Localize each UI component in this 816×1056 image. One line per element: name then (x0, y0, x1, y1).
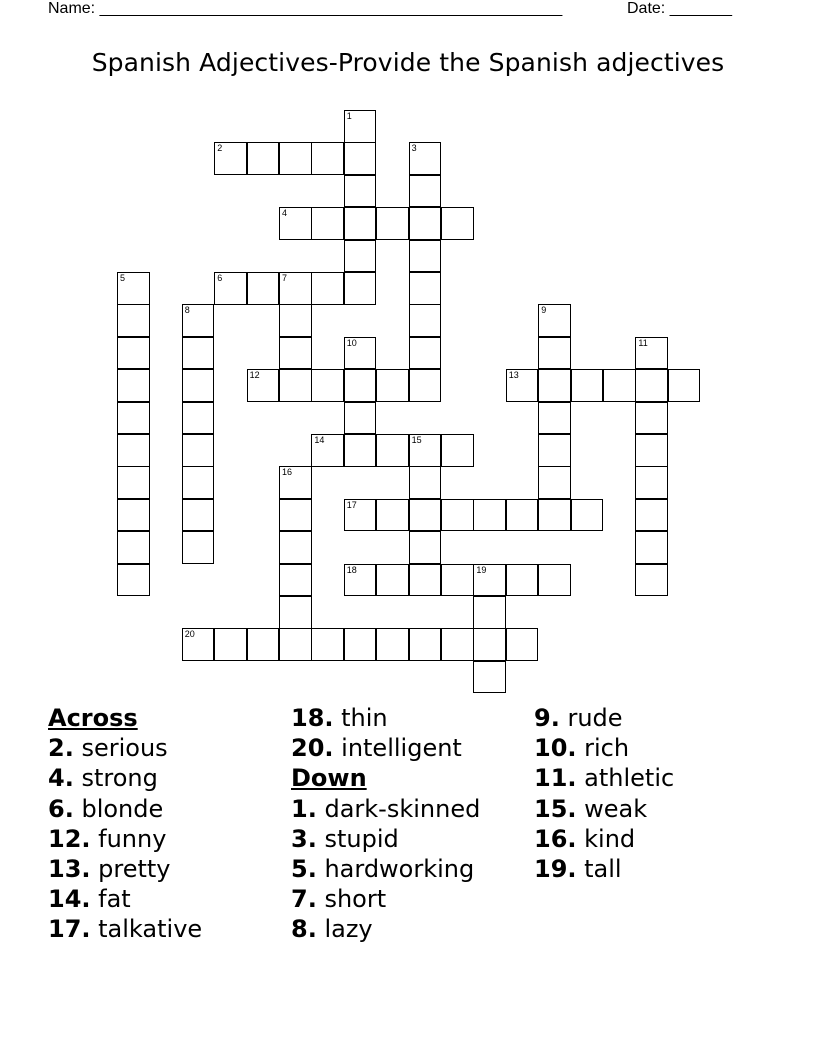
clue-number: 14. (48, 885, 91, 914)
crossword-cell[interactable] (538, 434, 571, 467)
cell-number: 9 (541, 305, 547, 316)
crossword-cell[interactable] (668, 369, 701, 402)
crossword-cell[interactable] (635, 369, 668, 402)
crossword-cell[interactable] (117, 466, 150, 499)
cell-number: 11 (638, 337, 648, 348)
cell-number: 20 (184, 629, 195, 640)
crossword-cell[interactable] (344, 337, 377, 370)
across-clue-list (48, 733, 202, 944)
clue-item (48, 854, 202, 884)
crossword-cell[interactable] (473, 628, 506, 661)
clue-number: 17. (48, 915, 91, 944)
down-clue-list (291, 794, 480, 945)
cell-number: 12 (249, 370, 260, 381)
clue-text: tall (576, 855, 622, 884)
clue-number: 12. (48, 824, 91, 853)
crossword-cell[interactable] (182, 304, 215, 337)
crossword-cell[interactable] (473, 661, 506, 694)
clues-column-1 (48, 703, 202, 945)
crossword-cell[interactable] (279, 337, 312, 370)
crossword-cell[interactable] (117, 337, 150, 370)
clue-text: athletic (576, 764, 675, 793)
clue-item (534, 733, 674, 763)
clues-column-3 (534, 703, 674, 884)
crossword-cell[interactable] (311, 434, 344, 467)
clue-number: 20. (291, 734, 334, 763)
crossword-cell[interactable] (182, 499, 215, 532)
cell-number: 1 (346, 111, 352, 121)
crossword-cell[interactable] (279, 142, 312, 175)
clues-column-2 (291, 703, 480, 945)
crossword-cell[interactable] (376, 434, 409, 467)
clue-text: weak (576, 794, 648, 823)
clue-text: fat (90, 885, 131, 914)
clue-item (291, 703, 480, 733)
clue-item (291, 824, 480, 854)
crossword-cell[interactable] (538, 337, 571, 370)
crossword-cell[interactable] (344, 564, 377, 597)
crossword-cell[interactable] (409, 369, 442, 402)
crossword-cell[interactable] (182, 466, 215, 499)
clue-number: 8. (291, 915, 317, 944)
clue-item (534, 854, 674, 884)
clue-text: intelligent (333, 734, 462, 763)
crossword-cell[interactable] (182, 434, 215, 467)
crossword-cell[interactable] (506, 628, 539, 661)
crossword-cell[interactable] (344, 142, 377, 175)
crossword-cell[interactable] (571, 499, 604, 532)
cell-number: 13 (508, 370, 519, 381)
cell-number: 16 (282, 467, 293, 478)
crossword-cell[interactable] (538, 304, 571, 337)
across-heading: Across (48, 704, 138, 732)
crossword-cell[interactable] (441, 628, 474, 661)
clue-number: 1. (291, 794, 317, 823)
crossword-cell[interactable] (635, 434, 668, 467)
clue-number: 6. (48, 794, 74, 823)
crossword-cell[interactable] (279, 531, 312, 564)
crossword-cell[interactable] (441, 434, 474, 467)
crossword-cell[interactable] (409, 240, 442, 273)
clue-number: 2. (48, 734, 74, 763)
clue-item (534, 794, 674, 824)
across-clue-list-continued (291, 703, 480, 763)
cell-number: 18 (346, 564, 357, 575)
crossword-cell[interactable] (311, 369, 344, 402)
clue-number: 5. (291, 855, 317, 884)
crossword-cell[interactable] (409, 207, 442, 240)
crossword-cell[interactable] (409, 466, 442, 499)
cell-number: 17 (346, 499, 357, 510)
crossword-cell[interactable] (635, 531, 668, 564)
name-field-label: Name: ____________________________________________________ (48, 0, 563, 17)
clue-item (534, 824, 674, 854)
crossword-cell[interactable] (376, 628, 409, 661)
clue-number: 7. (291, 885, 317, 914)
clue-item (48, 794, 202, 824)
crossword-cell[interactable] (376, 499, 409, 532)
crossword-cell[interactable] (279, 369, 312, 402)
clue-number: 10. (534, 734, 577, 763)
clue-text: talkative (90, 915, 203, 944)
clue-item (48, 733, 202, 763)
down-clue-list-continued (534, 703, 674, 884)
clue-text: pretty (90, 855, 171, 884)
crossword-cell[interactable] (117, 369, 150, 402)
crossword-cell[interactable] (279, 499, 312, 532)
crossword-cell[interactable] (441, 207, 474, 240)
cell-number: 14 (314, 435, 325, 445)
clue-text: lazy (316, 915, 373, 944)
crossword-cell[interactable] (214, 272, 247, 305)
crossword-cell[interactable] (506, 499, 539, 532)
crossword-cell[interactable] (117, 434, 150, 467)
clue-text: hardworking (316, 855, 475, 884)
crossword-cell[interactable] (538, 466, 571, 499)
crossword-cell[interactable] (344, 369, 377, 402)
clue-item (534, 763, 674, 793)
crossword-cell[interactable] (344, 272, 377, 305)
crossword-cell[interactable] (344, 628, 377, 661)
crossword-cell[interactable] (311, 207, 344, 240)
clue-number: 3. (291, 824, 317, 853)
crossword-cell[interactable] (473, 499, 506, 532)
crossword-cell[interactable] (344, 499, 377, 532)
crossword-cell[interactable] (182, 402, 215, 435)
crossword-cell[interactable] (538, 499, 571, 532)
page-title: Spanish Adjectives-Provide the Spanish adjectives (91, 48, 725, 77)
crossword-cell[interactable] (344, 207, 377, 240)
clue-item (48, 763, 202, 793)
crossword-cell[interactable] (311, 628, 344, 661)
clue-number: 15. (534, 794, 577, 823)
crossword-cell[interactable] (376, 369, 409, 402)
crossword-cell[interactable] (376, 564, 409, 597)
crossword-cell[interactable] (409, 272, 442, 305)
clue-number: 18. (291, 704, 334, 732)
cell-number: 5 (120, 273, 126, 283)
crossword-cell[interactable] (117, 304, 150, 337)
clue-text: stupid (316, 824, 399, 853)
clue-text: dark-skinned (316, 794, 481, 823)
cell-number: 19 (476, 564, 487, 575)
crossword-cell[interactable] (214, 142, 247, 175)
clue-number: 16. (534, 824, 577, 853)
clue-item (291, 794, 480, 824)
crossword-cell[interactable] (344, 175, 377, 208)
crossword-cell[interactable] (247, 272, 280, 305)
crossword-cell[interactable] (117, 531, 150, 564)
crossword-cell[interactable] (538, 369, 571, 402)
cell-number: 2 (217, 143, 223, 154)
date-field-label: Date: _______ (627, 0, 732, 17)
crossword-cell[interactable] (344, 434, 377, 467)
crossword-cell[interactable] (635, 402, 668, 435)
clue-text: strong (73, 764, 158, 793)
down-heading: Down (291, 764, 367, 793)
clue-item (291, 854, 480, 884)
crossword-cell[interactable] (279, 596, 312, 629)
crossword-cell[interactable] (441, 499, 474, 532)
cell-number: 4 (282, 208, 288, 219)
crossword-cell[interactable] (279, 564, 312, 597)
clue-text: funny (90, 824, 167, 853)
crossword-cell[interactable] (182, 337, 215, 370)
crossword-cell[interactable] (376, 207, 409, 240)
crossword-cell[interactable] (409, 564, 442, 597)
crossword-cell[interactable] (635, 499, 668, 532)
crossword-cell[interactable] (409, 499, 442, 532)
crossword-cell[interactable] (279, 628, 312, 661)
crossword-cell[interactable] (344, 240, 377, 273)
clue-text: thin (333, 704, 388, 732)
crossword-cell[interactable] (247, 628, 280, 661)
crossword-cell[interactable] (117, 272, 150, 305)
crossword-cell[interactable] (117, 564, 150, 597)
clue-item (48, 914, 202, 944)
crossword-cell[interactable] (409, 175, 442, 208)
crossword-cell[interactable] (311, 142, 344, 175)
clue-text: serious (73, 734, 168, 763)
clue-text: kind (576, 824, 636, 853)
clue-item (291, 914, 480, 944)
crossword-cell[interactable] (409, 304, 442, 337)
crossword-cell[interactable] (344, 402, 377, 435)
crossword-cell[interactable] (117, 499, 150, 532)
crossword-cell[interactable] (635, 337, 668, 370)
crossword-cell[interactable] (182, 369, 215, 402)
cell-number: 10 (346, 337, 357, 348)
crossword-cell[interactable] (409, 531, 442, 564)
cell-number: 3 (411, 143, 417, 154)
crossword-cell[interactable] (247, 369, 280, 402)
cell-number: 8 (184, 305, 190, 316)
crossword-cell[interactable] (506, 564, 539, 597)
cell-number: 7 (282, 273, 288, 283)
crossword-cell[interactable] (279, 272, 312, 305)
clue-item (48, 884, 202, 914)
cell-number: 15 (411, 435, 422, 445)
crossword-cell[interactable] (603, 369, 636, 402)
crossword-cell[interactable] (635, 564, 668, 597)
clue-text: short (316, 885, 387, 914)
crossword-cell[interactable] (473, 596, 506, 629)
crossword-cell[interactable] (182, 628, 215, 661)
crossword-cell[interactable] (409, 142, 442, 175)
clue-number: 9. (534, 704, 560, 732)
clue-item (291, 884, 480, 914)
crossword-cell[interactable] (473, 564, 506, 597)
crossword-cell[interactable] (344, 110, 377, 143)
crossword-cell[interactable] (182, 531, 215, 564)
crossword-cell[interactable] (571, 369, 604, 402)
crossword-cell[interactable] (279, 207, 312, 240)
clue-number: 4. (48, 764, 74, 793)
crossword-cell[interactable] (441, 564, 474, 597)
crossword-cell[interactable] (409, 434, 442, 467)
crossword-cell[interactable] (247, 142, 280, 175)
clue-number: 19. (534, 855, 577, 884)
crossword-cell[interactable] (214, 628, 247, 661)
crossword-cell[interactable] (409, 337, 442, 370)
clue-item (534, 703, 674, 733)
crossword-cell[interactable] (635, 466, 668, 499)
clue-item (48, 824, 202, 854)
clue-text: blonde (73, 794, 164, 823)
clue-item (291, 733, 480, 763)
crossword-cell[interactable] (409, 628, 442, 661)
clue-number: 13. (48, 855, 91, 884)
crossword-cell[interactable] (279, 466, 312, 499)
crossword-cell[interactable] (311, 272, 344, 305)
clue-text: rude (559, 704, 623, 732)
crossword-cell[interactable] (506, 369, 539, 402)
crossword-cell[interactable] (117, 402, 150, 435)
crossword-cell[interactable] (538, 402, 571, 435)
crossword-cell[interactable] (279, 304, 312, 337)
clue-text: rich (576, 734, 630, 763)
clue-number: 11. (534, 764, 577, 793)
crossword-cell[interactable] (538, 564, 571, 597)
cell-number: 6 (217, 273, 223, 283)
